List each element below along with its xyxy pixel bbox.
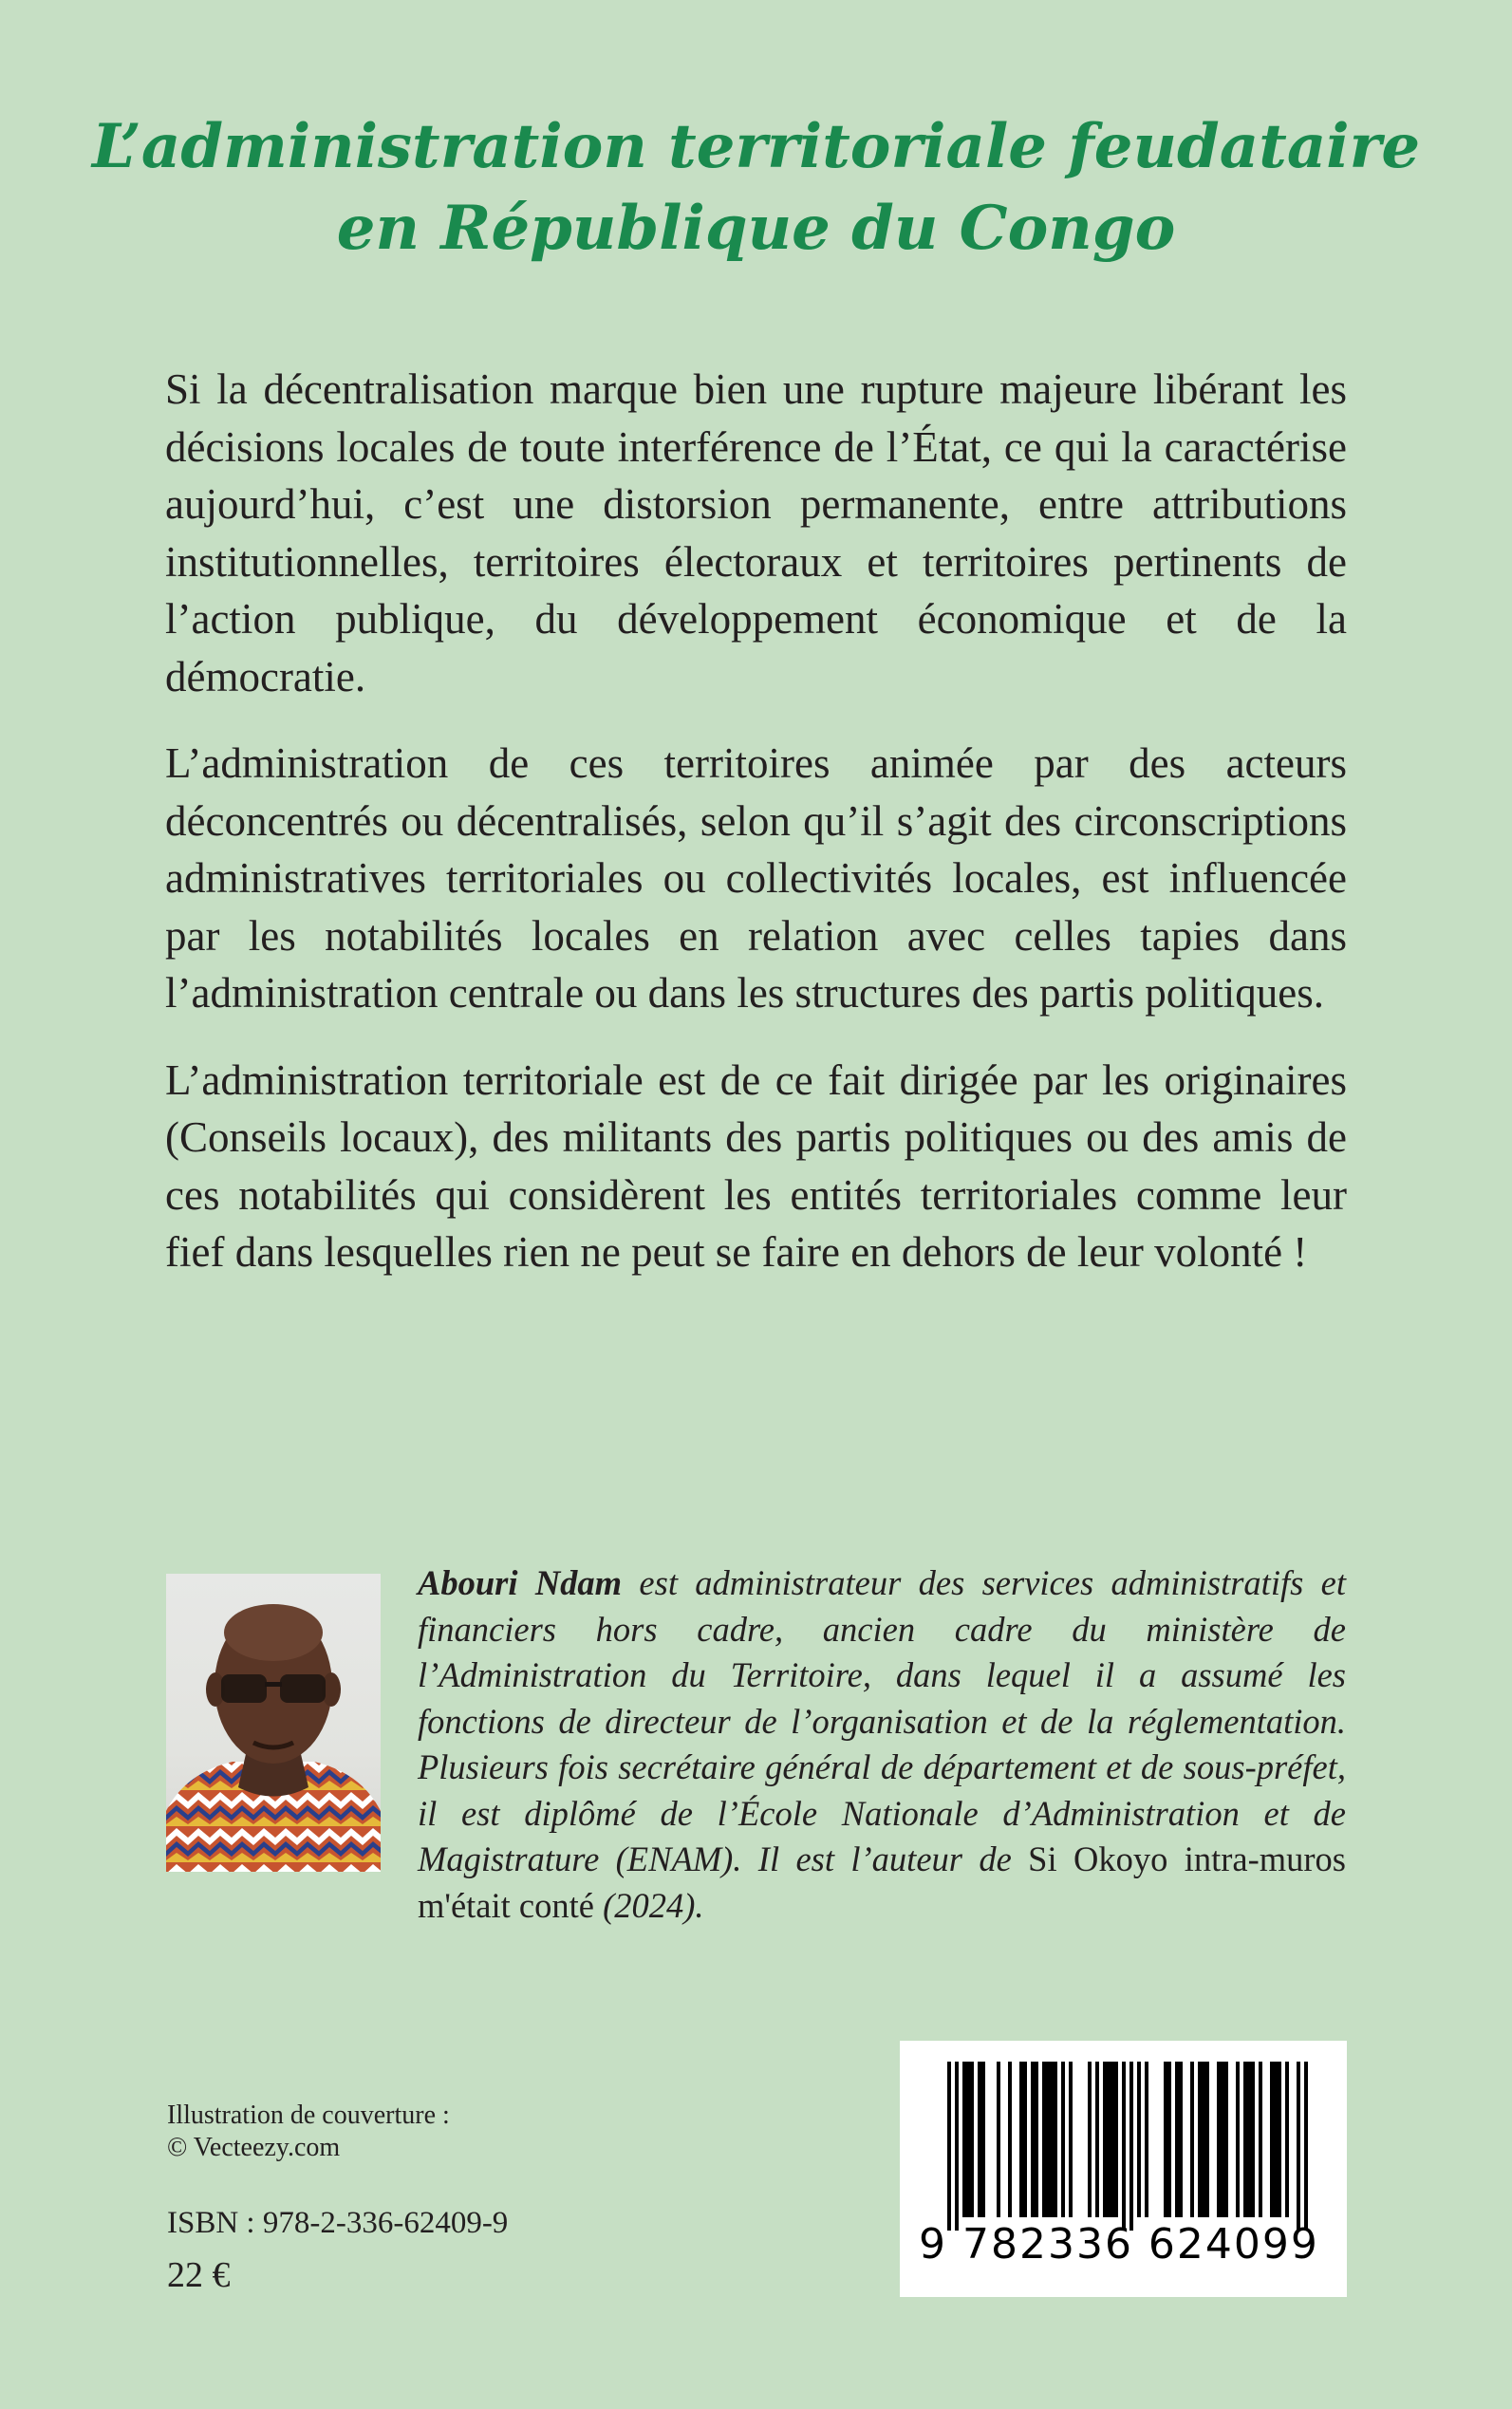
barcode-bar bbox=[1042, 2062, 1046, 2217]
barcode-bar bbox=[1046, 2062, 1050, 2217]
barcode-bar bbox=[1202, 2062, 1205, 2217]
barcode-bar bbox=[1129, 2062, 1133, 2231]
barcode-bar bbox=[1050, 2062, 1054, 2217]
barcode-bar bbox=[1297, 2062, 1300, 2231]
barcode-bar bbox=[1190, 2062, 1194, 2217]
barcode-bar bbox=[1274, 2062, 1278, 2217]
barcode-bar bbox=[1061, 2062, 1065, 2217]
barcode-bar bbox=[1095, 2062, 1099, 2217]
author-bio-text-2: (2024). bbox=[593, 1885, 704, 1925]
barcode-bar bbox=[1069, 2062, 1073, 2217]
credit-source: © Vecteezy.com bbox=[167, 2133, 341, 2162]
barcode-bar bbox=[1285, 2062, 1289, 2217]
barcode-bar bbox=[1035, 2062, 1038, 2217]
barcode-bar bbox=[1224, 2062, 1228, 2217]
barcode-bar bbox=[1023, 2062, 1027, 2217]
back-cover-blurb bbox=[165, 361, 1347, 1311]
barcode-bar bbox=[947, 2062, 951, 2231]
barcode-bar bbox=[1236, 2062, 1240, 2217]
price: 22 € bbox=[167, 2255, 231, 2295]
barcode-digits: 9 782336 624099 bbox=[919, 2220, 1319, 2269]
author-previous-book-title: Si Okoyo intra-muros m'était conté bbox=[418, 1839, 1347, 1925]
barcode-bar bbox=[1175, 2062, 1179, 2217]
barcode-bar bbox=[1259, 2062, 1262, 2217]
barcode-bar bbox=[1205, 2062, 1209, 2217]
barcode-bar bbox=[966, 2062, 970, 2217]
barcode-bar bbox=[981, 2062, 985, 2217]
barcode-bar bbox=[1217, 2062, 1221, 2217]
barcode-bar bbox=[1111, 2062, 1114, 2217]
barcode-bar bbox=[1278, 2062, 1281, 2217]
book-title bbox=[0, 106, 1512, 270]
barcode-bar bbox=[1107, 2062, 1111, 2217]
author-bio bbox=[418, 1560, 1346, 1929]
barcode-bar bbox=[1179, 2062, 1183, 2217]
cover-illustration-credit bbox=[167, 2100, 450, 2164]
barcode bbox=[900, 2041, 1347, 2297]
barcode-bar bbox=[1137, 2062, 1141, 2217]
author-photo bbox=[166, 1574, 381, 1872]
barcode-bar bbox=[1243, 2062, 1247, 2217]
barcode-bar bbox=[997, 2062, 1000, 2217]
barcode-bar bbox=[962, 2062, 966, 2217]
barcode-bar bbox=[1145, 2062, 1148, 2217]
barcode-bar bbox=[978, 2062, 981, 2217]
blurb-paragraph-3: L’administration territoriale est de ce fait dirigée par les originaires (Conseils locaux), des militants des partis politiques ou des amis de ces notabilités qui considèrent les entités territoriales comme leur fief dans lesquelles rien ne peut se faire en dehors de leur volonté ! bbox=[165, 1055, 1347, 1276]
author-name: Abouri Ndam bbox=[418, 1563, 623, 1602]
barcode-bar bbox=[1270, 2062, 1274, 2217]
author-portrait-image bbox=[166, 1574, 381, 1872]
barcode-bar bbox=[1247, 2062, 1251, 2217]
barcode-bar bbox=[1164, 2062, 1167, 2217]
barcode-bar bbox=[1198, 2062, 1202, 2217]
blurb-paragraph-2: L’administration de ces territoires animée par des acteurs déconcentrés ou décentralisés, selon qu’il s’agit des circonscriptions administratives territoriales ou collectivités locales, est influencée par les notabilités locales en relation avec celles tapies dans l’administration centrale ou dans les structures des partis politiques. bbox=[165, 739, 1347, 1017]
barcode-bar bbox=[970, 2062, 974, 2217]
barcode-bar bbox=[1031, 2062, 1035, 2217]
barcode-bar bbox=[1008, 2062, 1012, 2217]
barcode-bar bbox=[1304, 2062, 1308, 2231]
barcode-bar bbox=[955, 2062, 959, 2231]
credit-label: Illustration de couverture : bbox=[167, 2101, 450, 2130]
author-bio-text-1: est administrateur des services administratifs et financiers hors cadre, ancien cadre du ministère de l’Administration du Territoire, dans lequel il a assumé les fonctions de directeur de l’organisation et de la réglementation. Plusieurs fois secrétaire général de département et de sous-préfet, il est diplômé de l’École Nationale d’Administration et de Magistrature (ENAM). Il est l’auteur de bbox=[418, 1563, 1346, 1878]
barcode-bar bbox=[1114, 2062, 1118, 2217]
book-title-line-1: L’administration territoriale feudataire bbox=[91, 111, 1421, 182]
barcode-bar bbox=[1054, 2062, 1057, 2217]
barcode-bar bbox=[1221, 2062, 1224, 2217]
barcode-bar bbox=[1103, 2062, 1107, 2217]
blurb-paragraph-1: Si la décentralisation marque bien une rupture majeure libérant les décisions locales de toute interférence de l’État, ce qui la caractérise aujourd’hui, c’est une distorsion permanente, entre attributions institutionnelles, territoires électoraux et territoires pertinents de l’action publique, du développement économique et de la démocratie. bbox=[165, 365, 1347, 700]
barcode-bar bbox=[1122, 2062, 1126, 2231]
barcode-bar bbox=[1251, 2062, 1255, 2217]
barcode-bar bbox=[1167, 2062, 1171, 2217]
barcode-bar bbox=[1019, 2062, 1023, 2217]
book-title-line-2: en République du Congo bbox=[336, 193, 1176, 264]
barcode-bar bbox=[1088, 2062, 1092, 2217]
isbn-number: ISBN : 978-2-336-62409-9 bbox=[167, 2206, 509, 2240]
